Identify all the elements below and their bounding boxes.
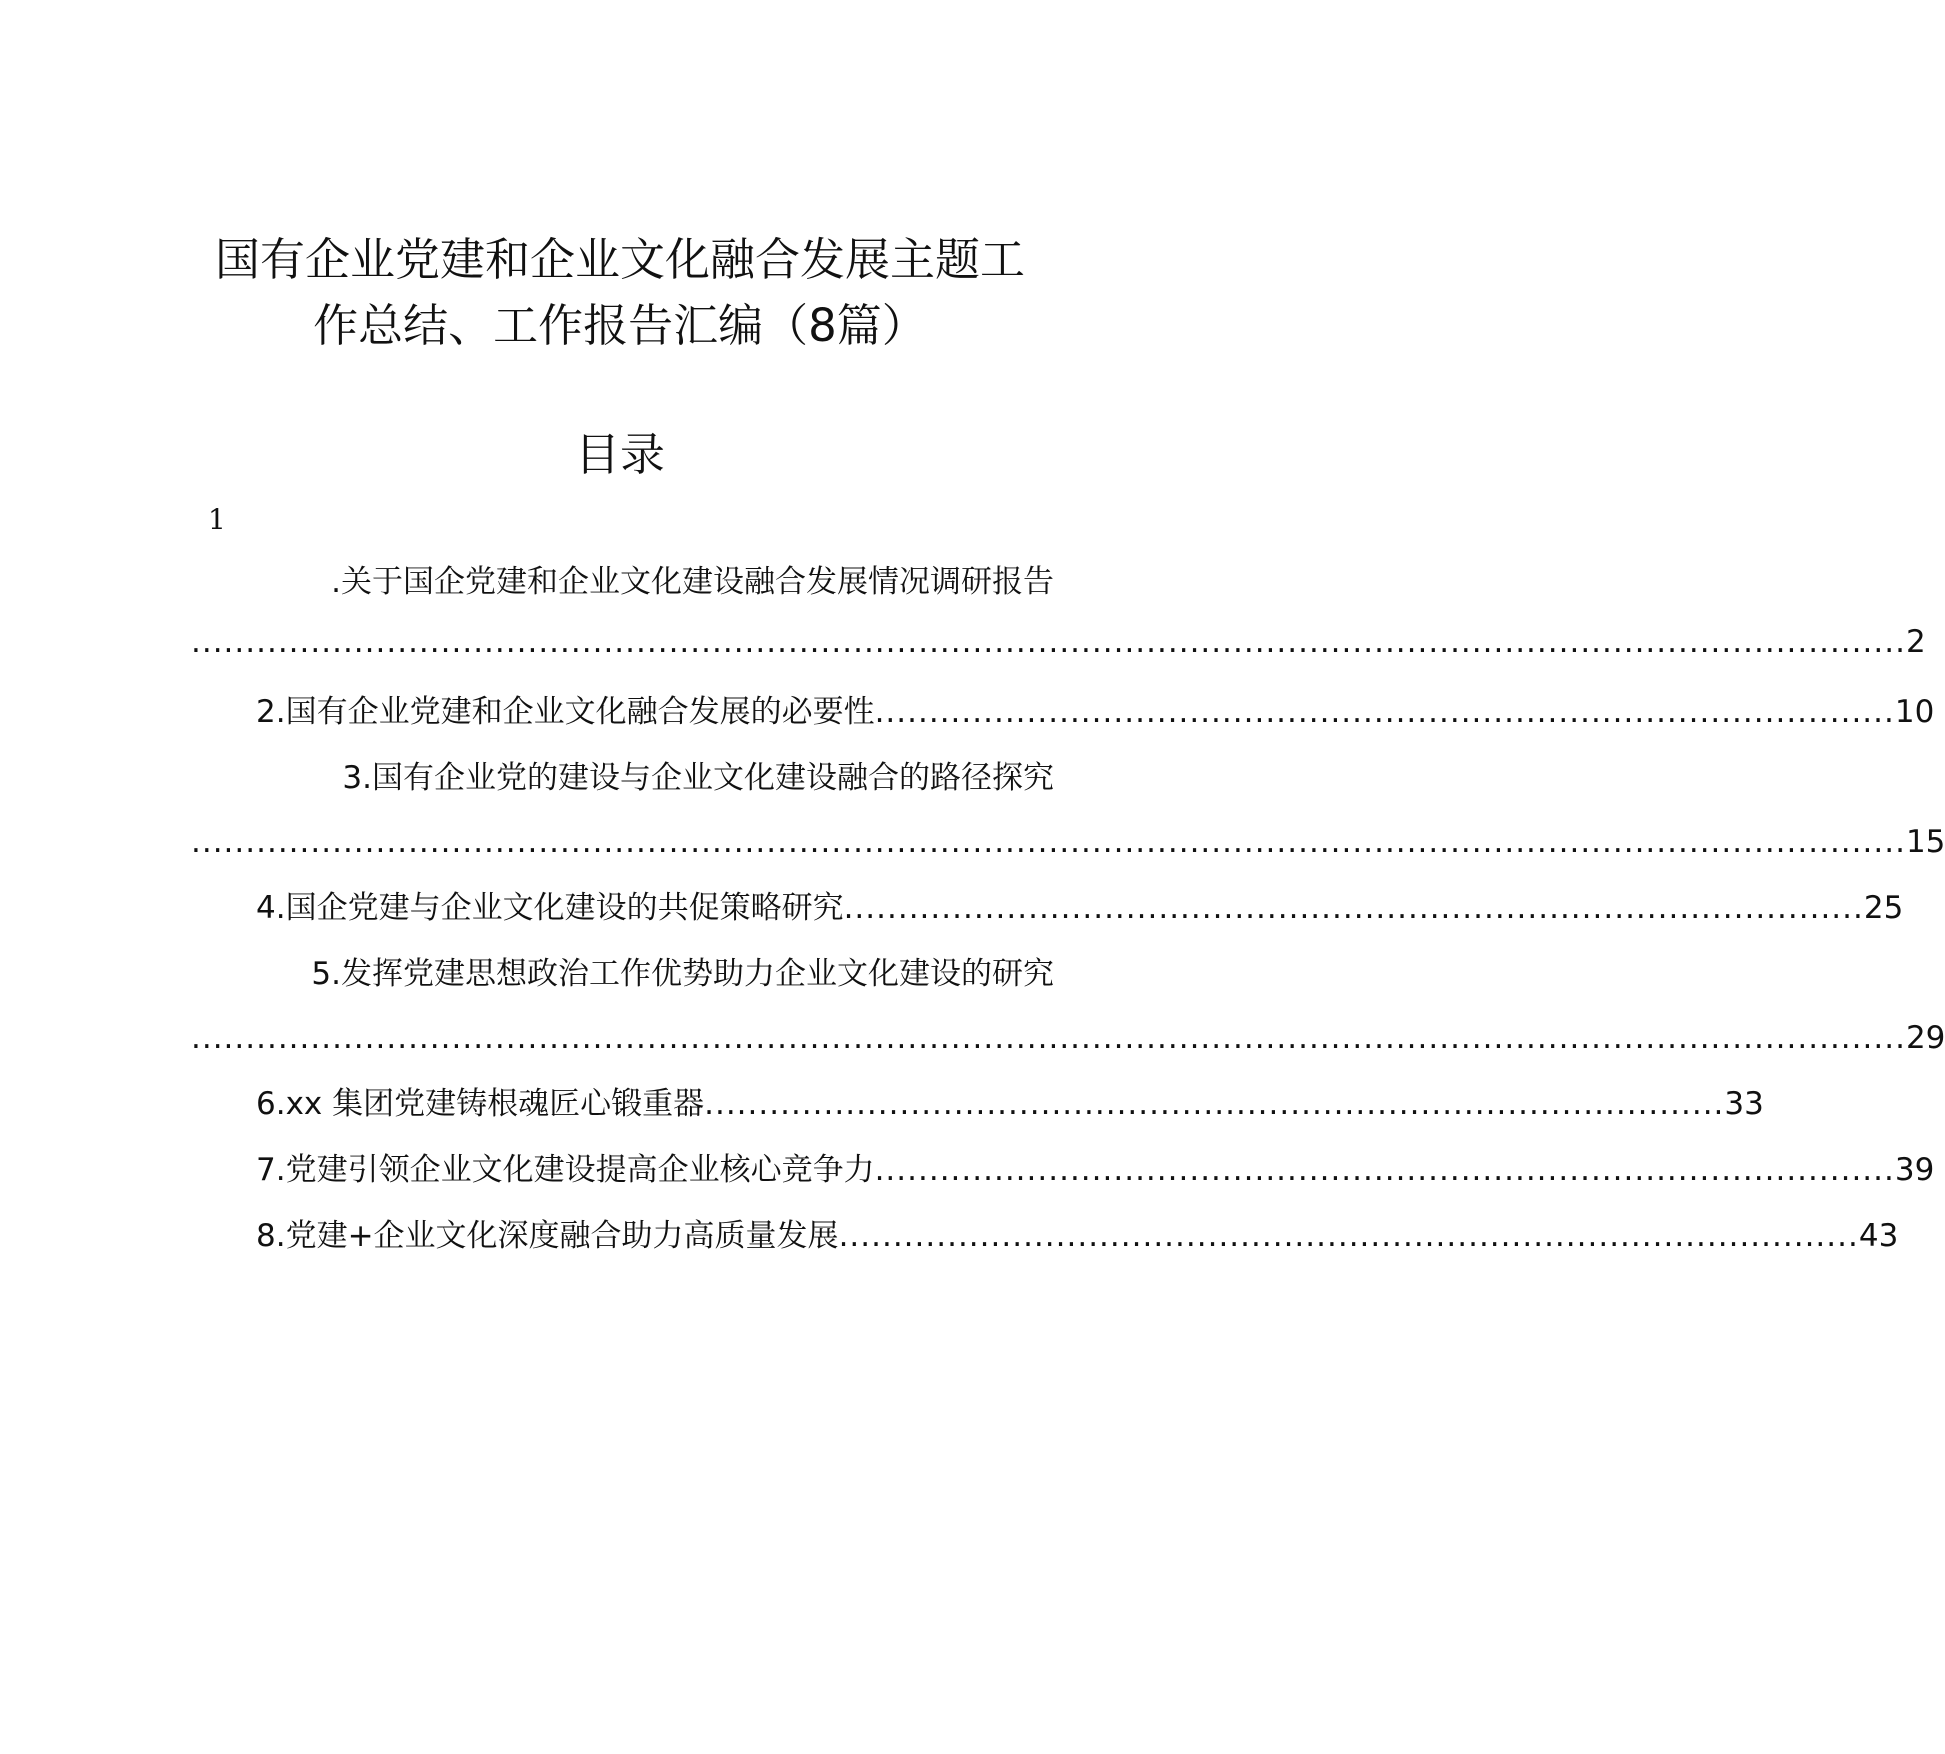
toc-entry-3-leader-row[interactable] (191, 820, 1945, 864)
toc-entry-2-page: 10 (1894, 694, 1935, 730)
toc-entry-1-page: 2 (1905, 624, 1926, 660)
dot-leader: .............................................................................................. (838, 1218, 1859, 1254)
toc-entry-8-text: 8.党建+企业文化深度融合助力高质量发展 (256, 1218, 839, 1254)
toc-entry-1-leader-row[interactable] (191, 620, 1926, 664)
toc-entry-4[interactable] (256, 886, 1904, 930)
toc-entry-2[interactable] (256, 690, 1935, 734)
toc-entry-3-page: 15 (1905, 824, 1945, 860)
toc-entry-5-page: 29 (1905, 1020, 1945, 1056)
toc-entry-3-text[interactable]: 3.国有企业党的建设与企业文化建设融合的路径探究 (342, 760, 1054, 796)
stray-number: 1 (208, 503, 226, 536)
toc-entry-4-page: 25 (1863, 890, 1904, 926)
dot-leader: .............................................................................................................................................................. (191, 1020, 1906, 1056)
dot-leader: .............................................................................................. (843, 890, 1864, 926)
toc-entry-8-page: 43 (1858, 1218, 1899, 1254)
document-title-line-1: 国有企业党建和企业文化融合发展主题工 (214, 233, 1025, 286)
toc-entry-5-leader-row[interactable] (191, 1016, 1945, 1060)
toc-entry-7-page: 39 (1894, 1152, 1935, 1188)
toc-entry-2-text: 2.国有企业党建和企业文化融合发展的必要性 (256, 694, 875, 730)
dot-leader: .............................................................................................. (874, 694, 1895, 730)
toc-entry-6-text: 6.xx 集团党建铸根魂匠心锻重器 (256, 1086, 705, 1122)
toc-entry-1-text[interactable]: .关于国企党建和企业文化建设融合发展情况调研报告 (331, 564, 1054, 600)
dot-leader: .............................................................................................................................................................. (191, 624, 1906, 660)
toc-heading: 目录 (574, 428, 665, 481)
toc-entry-4-text: 4.国企党建与企业文化建设的共促策略研究 (256, 890, 844, 926)
dot-leader: .............................................................................................. (704, 1086, 1725, 1122)
toc-entry-6[interactable] (256, 1082, 1764, 1126)
toc-entry-6-page: 33 (1724, 1086, 1764, 1122)
document-title-line-2: 作总结、工作报告汇编（8篇） (313, 299, 927, 352)
toc-entry-7-text: 7.党建引领企业文化建设提高企业核心竞争力 (256, 1152, 875, 1188)
toc-entry-5-text[interactable]: 5.发挥党建思想政治工作优势助力企业文化建设的研究 (311, 956, 1054, 992)
toc-entry-8[interactable] (256, 1214, 1899, 1258)
dot-leader: .............................................................................................. (874, 1152, 1895, 1188)
toc-entry-7[interactable] (256, 1148, 1935, 1192)
dot-leader: .............................................................................................................................................................. (191, 824, 1906, 860)
